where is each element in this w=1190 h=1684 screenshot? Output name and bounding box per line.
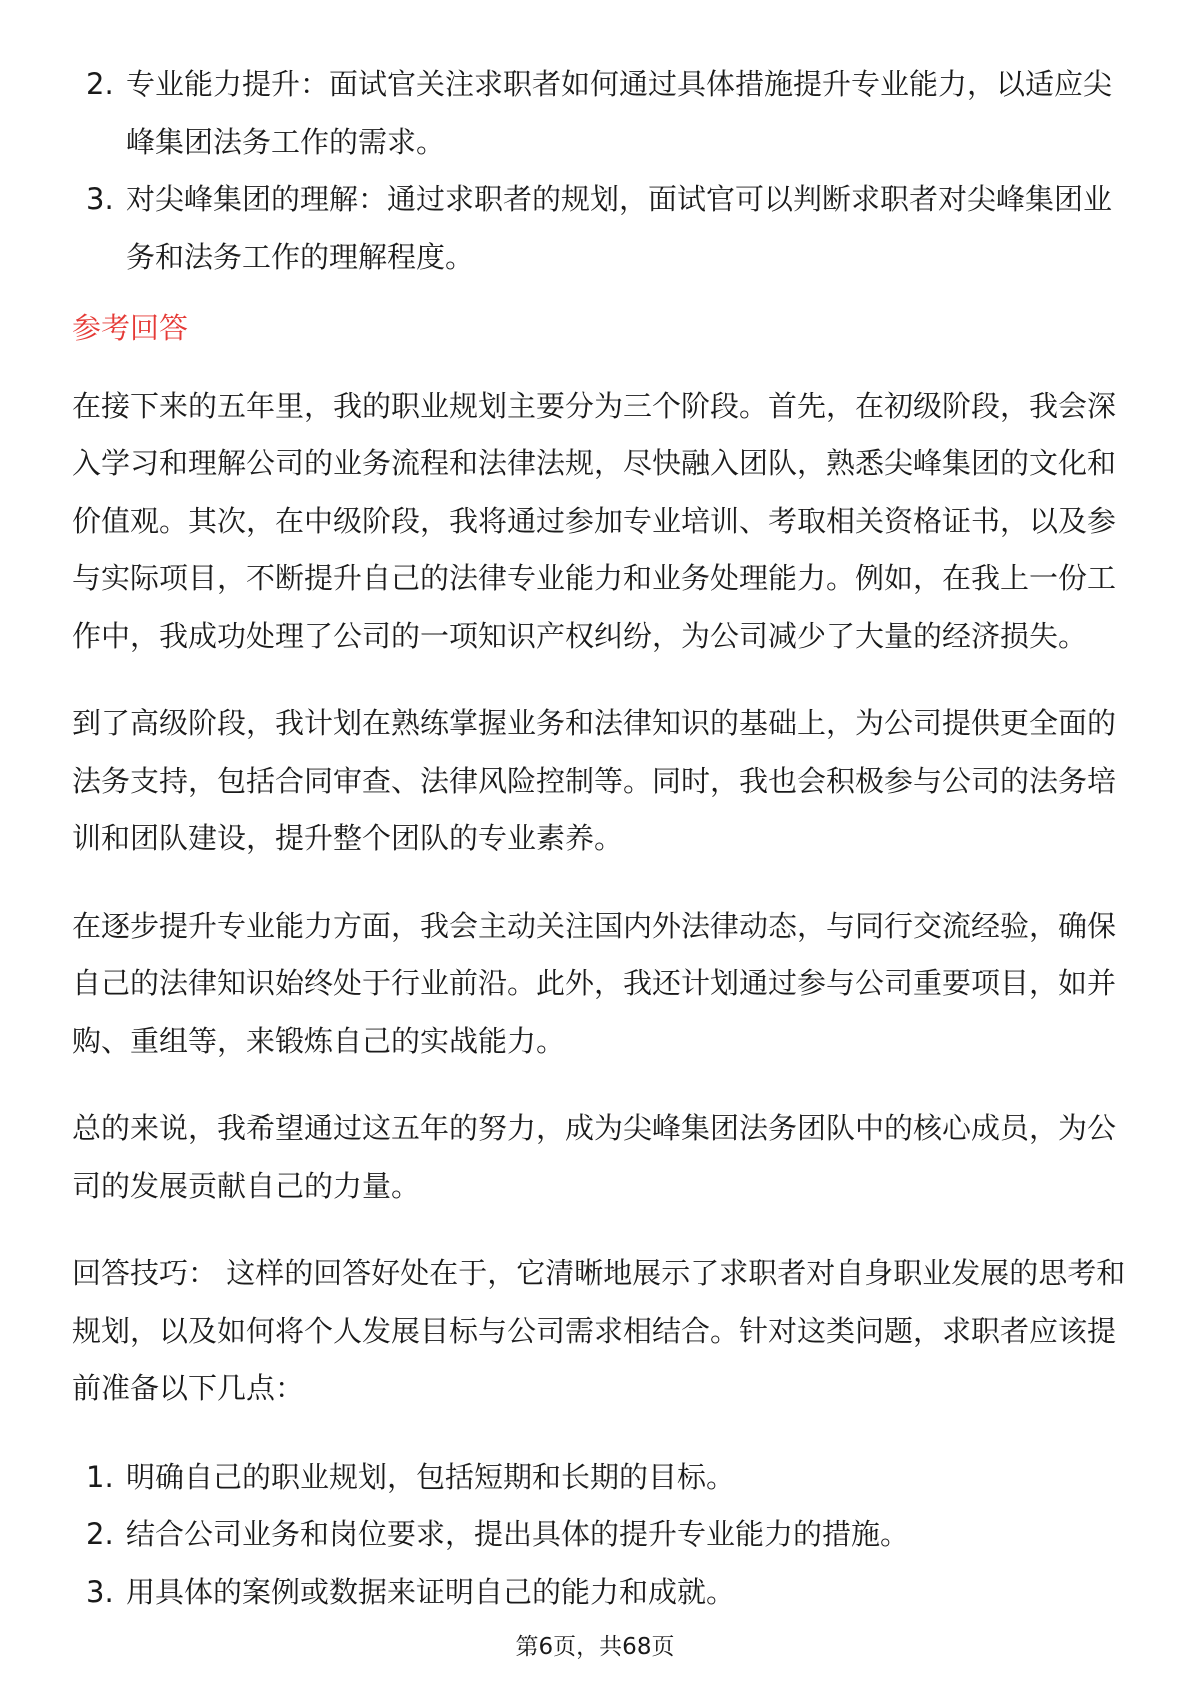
list-item-text: 用具体的案例或数据来证明自己的能力和成就。 [126,1574,736,1609]
list-item-number: 2. [86,1517,114,1551]
list-item-number: 1. [86,1459,114,1494]
list-item-text: 明确自己的职业规划，包括短期和长期的目标。 [126,1459,736,1494]
answer-paragraph: 总的来说，我希望通过这五年的努力，成为尖峰集团法务团队中的核心成员，为公司的发展贡献自己的力量。 [72,1111,1117,1203]
answer-paragraph: 在接下来的五年里，我的职业规划主要分为三个阶段。首先，在初级阶段，我会深入学习和理解公司的业务流程和法律法规，尽快融入团队，熟悉尖峰集团的文化和价值观。其次，在中级阶段，我将通过参加专业培训、考取相关资格证书，以及参与实际项目，不断提升自己的法律专业能力和业务处理能力。例如，在我上一份工作中，我成功处理了公司的一项知识产权纠纷，为公司减少了大量的经济损失。 [72,388,1117,653]
page-content [72,56,1132,1621]
criteria-list [72,56,1132,286]
list-item [72,1449,1132,1507]
page-number: 第6页，共68页 [515,1634,675,1660]
answer-paragraph: 到了高级阶段，我计划在熟练掌握业务和法律知识的基础上，为公司提供更全面的法务支持，包括合同审查、法律风险控制等。同时，我也会积极参与公司的法务培训和团队建设，提升整个团队的专业素养。 [72,706,1117,855]
list-item-number: 3. [86,182,114,216]
answer-paragraph: 在逐步提升专业能力方面，我会主动关注国内外法律动态，与同行交流经验，确保自己的法律知识始终处于行业前沿。此外，我还计划通过参与公司重要项目，如并购、重组等，来锻炼自己的实战能力。 [72,908,1117,1058]
list-item-number: 3. [86,1574,114,1609]
list-item-number: 2. [86,67,114,101]
tips-list [72,1449,1132,1622]
list-item-text: 专业能力提升：面试官关注求职者如何通过具体措施提升专业能力，以适应尖峰集团法务工作的需求。 [126,67,1113,159]
section-heading: 参考回答 [72,311,189,345]
list-item-text: 结合公司业务和岗位要求，提出具体的提升专业能力的措施。 [126,1517,910,1551]
tips-paragraph: 回答技巧： 这样的回答好处在于，它清晰地展示了求职者对自身职业发展的思考和规划，以及如何将个人发展目标与公司需求相结合。针对这类问题，求职者应该提前准备以下几点： [72,1256,1126,1405]
list-item [72,171,1132,286]
list-item-text: 对尖峰集团的理解：通过求职者的规划，面试官可以判断求职者对尖峰集团业务和法务工作的理解程度。 [126,182,1113,274]
list-item [72,56,1132,171]
list-item [72,1564,1132,1622]
list-item [72,1506,1132,1564]
